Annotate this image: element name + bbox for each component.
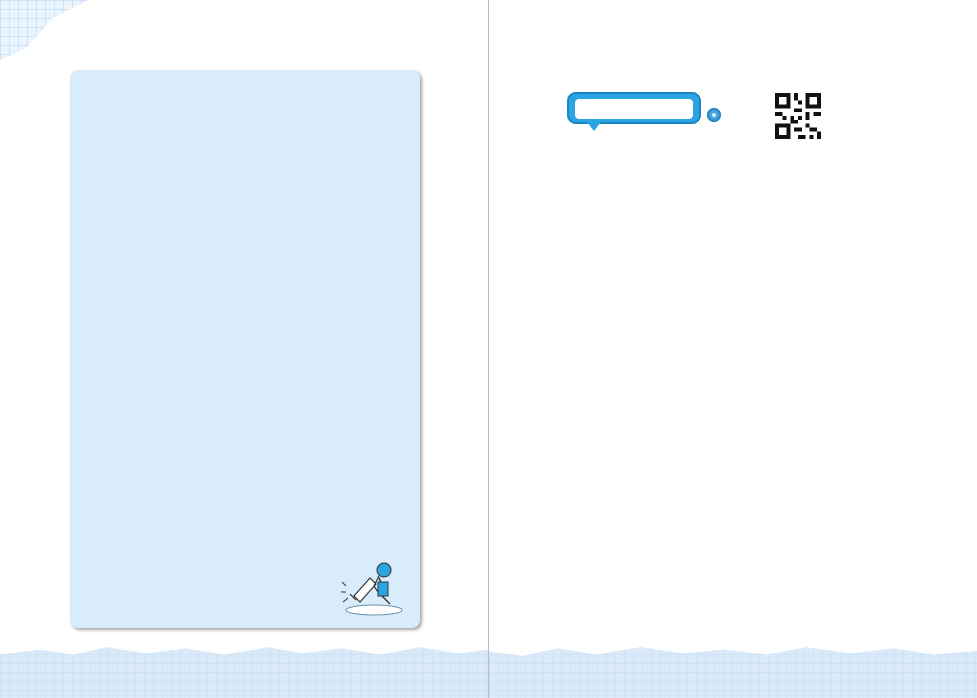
grid-decoration-bottom [0,636,488,698]
megaphone-illustration-icon [340,556,404,616]
grid-decoration-top [0,0,88,60]
section-title-box [567,92,701,124]
cd-icon[interactable] [707,108,721,122]
phrase-card [70,70,420,628]
grid-decoration-bottom [489,636,977,698]
right-page [489,0,977,698]
qr-code-icon [774,93,822,139]
section-title [575,99,693,119]
left-page [0,0,488,698]
